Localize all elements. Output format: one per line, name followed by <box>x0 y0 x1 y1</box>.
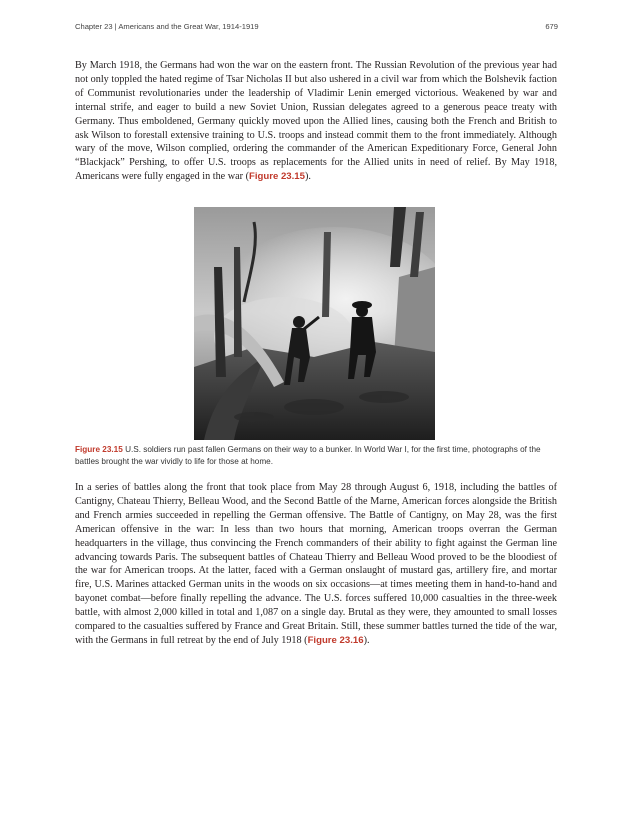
paragraph-2 <box>75 481 557 648</box>
paragraph-1 <box>75 59 557 184</box>
figure-23-15-link[interactable]: Figure 23.15 <box>248 171 305 183</box>
page-number: 679 <box>545 22 558 31</box>
paragraph-2-end: ). <box>363 634 370 646</box>
paragraph-2-text: In a series of battles along the front that took place from May 28 through August 6, 1918, including the battles of Cantigny, Chateau Thierry, Belleau Wood, and the Second Battle of the Marne, American forces alongside the British and French armies succeeded in repelling the German offensive. The Battle of Cantigny, on May 28, was the first American offensive in the war: In less than two hours that morning, American troops overran the German headquarters in the village, thus convincing the French commanders of their ability to fight against the German line advancing towards Paris. The subsequent battles of Chateau Thierry and Belleau Wood proved to be the bloodiest of the war for American troops. At the latter, faced with a German onslaught of mustard gas, artillery fire, and mortar fire, U.S. Marines attacked German units in the woods on six occasions—at times meeting them in hand-to-hand and bayonet combat—before finally repelling the advance. The U.S. forces suffered 10,000 casualties in the three-week battle, with almost 2,000 killed in total and 1,087 on a single day. Brutal as they were, they amounted to small losses compared to the casualties suffered by France and Great Britain. Still, these summer battles turned the tide of the war, with the Germans in full retreat by the end of July 1918 ( <box>75 482 557 646</box>
figure-caption-text: U.S. soldiers run past fallen Germans on their way to a bunker. In World War I, for the first time, photographs of the battles brought the war vividly to life for those at home. <box>75 445 541 466</box>
paragraph-1-text: By March 1918, the Germans had won the war on the eastern front. The Russian Revolution of the previous year had not only toppled the hated regime of Tsar Nicholas II but also ushered in a civil war from which the Bolshevik faction of Communist revolutionaries under the leadership of Vladimir Lenin emerged victorious. Weakened by war and internal strife, and eager to build a new Soviet Union, Russian delegates agreed to a generous peace treaty with Germany. Thus emboldened, Germany quickly moved upon the Allied lines, causing both the French and British to ask Wilson to forestall extensive training to U.S. troops and instead commit them to the front immediately. Although wary of the move, Wilson complied, ordering the commander of the American Expeditionary Force, General John “Blackjack” Pershing, to offer U.S. troops as replacements for the Allied units in need of relief. By May 1918, Americans were fully engaged in the war ( <box>75 60 557 183</box>
figure-23-16-link[interactable]: Figure 23.16 <box>307 634 364 646</box>
figure-label: Figure 23.15 <box>75 445 123 454</box>
paragraph-1-end: ). <box>304 171 311 183</box>
figure-photo <box>194 207 435 440</box>
chapter-title: Chapter 23 | Americans and the Great War, 1914-1919 <box>75 22 259 31</box>
battlefield-photo-image <box>194 207 435 440</box>
running-header <box>75 22 558 31</box>
figure-caption <box>75 444 557 467</box>
